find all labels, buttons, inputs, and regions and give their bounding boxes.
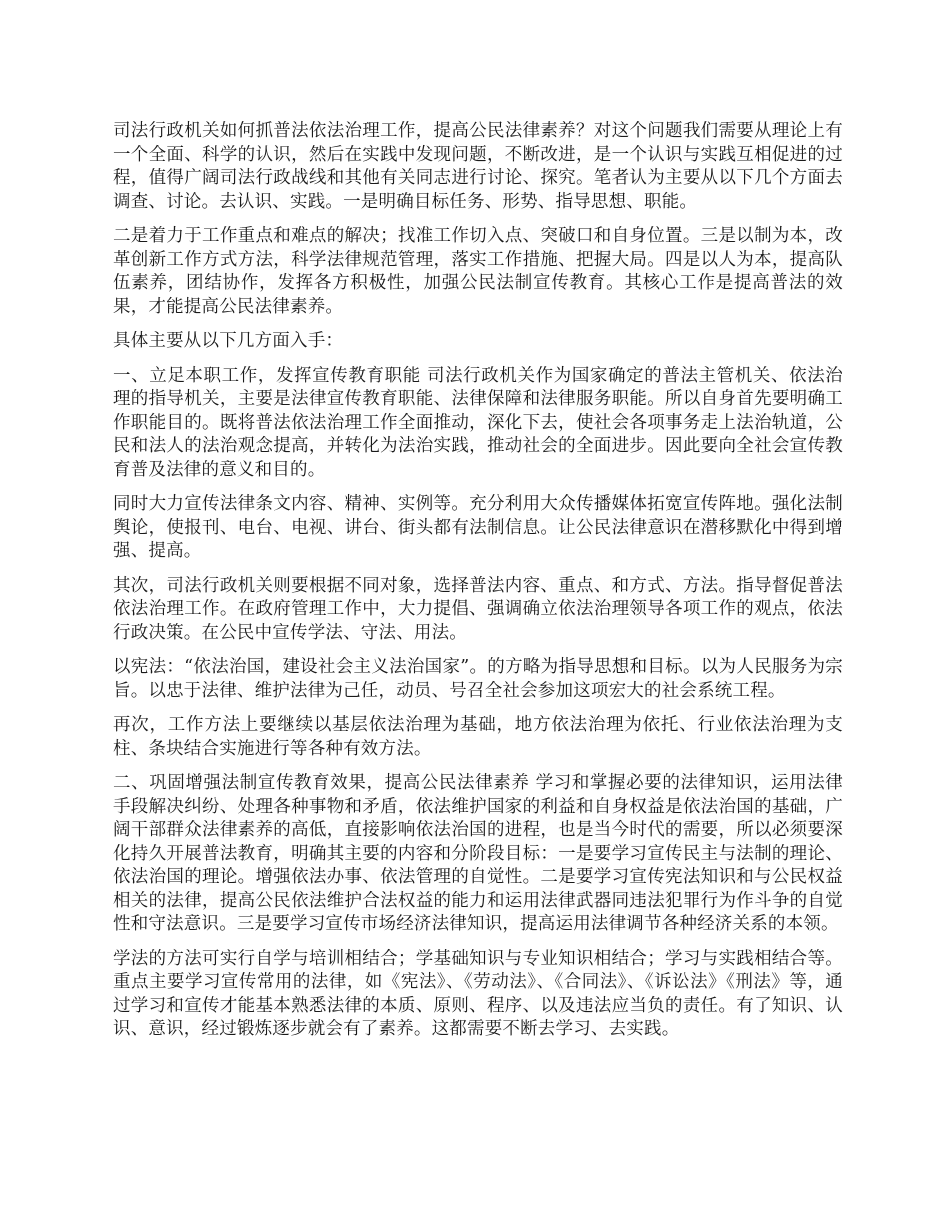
- paragraph-constitution: 以宪法：“依法治国，建设社会主义法治国家”。的方略为指导思想和目标。以为人民服务为宗旨。以忠于法律、维护法律为己任，动员、号召全社会参加这项宏大的社会系统工程。: [113, 657, 843, 701]
- paragraph-intro: 司法行政机关如何抓普法依法治理工作，提高公民法律素养？对这个问题我们需要从理论上有一个全面、科学的认识，然后在实践中发现问题，不断改进，是一个认识与实践互相促进的过程，值得广阔司法行政战线和其他有关同志进行讨论、探究。笔者认为主要从以下几个方面去调查、讨论。去认识、实践。一是明确目标任务、形势、指导思想、职能。: [113, 121, 843, 212]
- paragraph-focus: 二是着力于工作重点和难点的解决；找准工作切入点、突破口和自身位置。三是以制为本，改革创新工作方式方法，科学法律规范管理，落实工作措施、把握大局。四是以人为本，提高队伍素养，团结协作，发挥各方积极性，加强公民法制宣传教育。其核心工作是提高普法的效果，才能提高公民法律素养。: [113, 226, 843, 317]
- paragraph-lead-in: 具体主要从以下几方面入手：: [113, 331, 344, 351]
- paragraph-secondly: 其次，司法行政机关则要根据不同对象，选择普法内容、重点、和方式、方法。指导督促普法依法治理工作。在政府管理工作中，大力提倡、强调确立依法治理领导各项工作的观点，依法行政决策。在公民中宣传学法、守法、用法。: [113, 575, 843, 643]
- paragraph-section-one: 一、立足本职工作，发挥宣传教育职能 司法行政机关作为国家确定的普法主管机关、依法治理的指导机关，主要是法律宣传教育职能、法律保障和法律服务职能。所以自身首先要明确工作职能目的。既将普法依法治理工作全面推动，深化下去，使社会各项事务走上法治轨道，公民和法人的法治观念提高，并转化为法治实践，推动社会的全面进步。因此要向全社会宣传教育普及法律的意义和目的。: [113, 365, 843, 480]
- paragraph-section-two: 二、巩固增强法制宣传教育效果，提高公民法律素养 学习和掌握必要的法律知识，运用法律手段解决纠纷、处理各种事物和矛盾，依法维护国家的利益和自身权益是依法治国的基础，广阔干部群众法律素养的高低，直接影响依法治国的进程，也是当今时代的需要，所以必须要深化持久开展普法教育，明确其主要的内容和分阶段目标：一是要学习宣传民主与法制的理论、依法治国的理论。增强依法办事、依法管理的自觉性。二是要学习宣传宪法知识和与公民权益相关的法律，提高公民依法维护合法权益的能力和运用法律武器同违法犯罪行为作斗争的自觉性和守法意识。三是要学习宣传市场经济法律知识，提高运用法律调节各种经济关系的本领。: [113, 773, 843, 934]
- document-body: [113, 120, 843, 1053]
- paragraph-thirdly: 再次，工作方法上要继续以基层依法治理为基础，地方依法治理为依托、行业依法治理为支柱、条块结合实施进行等各种有效方法。: [113, 715, 843, 759]
- paragraph-propaganda: 同时大力宣传法律条文内容、精神、实例等。充分利用大众传播媒体拓宽宣传阵地。强化法制舆论，使报刊、电台、电视、讲台、街头都有法制信息。让公民法律意识在潜移默化中得到增强、提高。: [113, 494, 843, 561]
- paragraph-study-methods: 学法的方法可实行自学与培训相结合；学基础知识与专业知识相结合；学习与实践相结合等。重点主要学习宣传常用的法律，如《宪法》、《劳动法》、《合同法》、《诉讼法》《刑法》等，通过学习和宣传才能基本熟悉法律的本质、原则、程序、以及违法应当负的责任。有了知识、认识、意识，经过锻炼逐步就会有了素养。这都需要不断去学习、去实践。: [113, 948, 843, 1039]
